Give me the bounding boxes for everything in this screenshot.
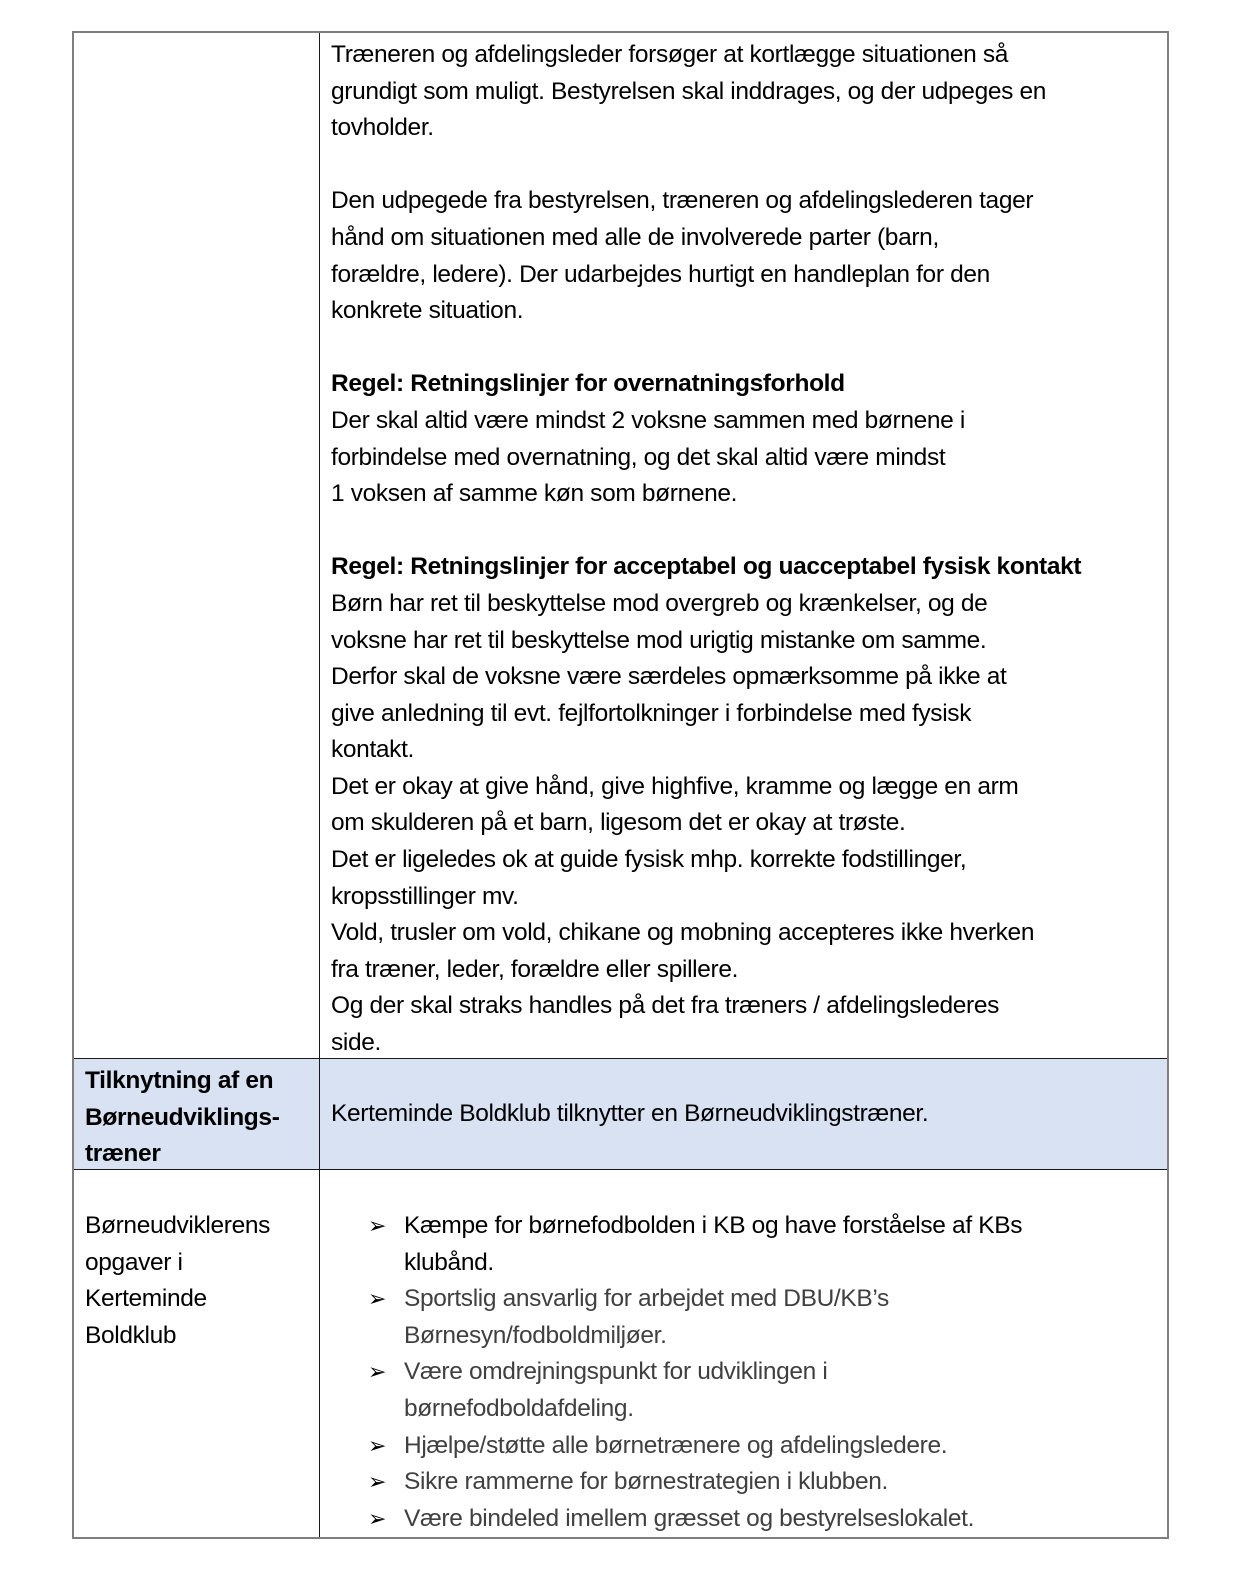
paragraph-line: forbindelse med overnatning, og det skal altid være mindst	[331, 443, 946, 471]
arrowhead-bullet-icon: ➢	[368, 1469, 387, 1495]
row-label-line: Boldklub	[85, 1321, 177, 1349]
paragraph-line: give anledning til evt. fejlfortolkninger i forbindelse med fysisk	[331, 699, 972, 727]
paragraph-line: Derfor skal de voksne være særdeles opmærksomme på ikke at	[331, 663, 1007, 691]
row-text: Kerteminde Boldklub tilknytter en Børneudviklingstræner.	[331, 1099, 929, 1127]
list-item-continuation	[368, 1391, 1157, 1428]
paragraph-line: tovholder.	[331, 114, 434, 142]
list-item-text: Børnesyn/fodboldmiljøer.	[404, 1321, 667, 1349]
list-item-text: Sportslig ansvarlig for arbejdet med DBU/KB’s	[404, 1285, 889, 1313]
row-label-line: Tilknytning af en	[85, 1067, 274, 1094]
row-label-empty	[74, 33, 320, 1058]
paragraph-line: Der skal altid være mindst 2 voksne sammen med børnene i	[331, 406, 965, 434]
paragraph-line: hånd om situationen med alle de involverede parter (barn,	[331, 223, 939, 251]
table-row-coach-attachment	[74, 1059, 1167, 1170]
list-item	[368, 1281, 1157, 1318]
list-item-continuation	[368, 1245, 1157, 1282]
policy-table	[72, 31, 1169, 1539]
arrowhead-bullet-icon: ➢	[368, 1286, 387, 1312]
paragraph-line: forældre, ledere). Der udarbejdes hurtigt en handleplan for den	[331, 260, 990, 288]
list-item-text: Være omdrejningspunkt for udviklingen i	[404, 1358, 828, 1386]
row-label-line: træner	[85, 1140, 161, 1168]
list-item	[368, 1354, 1157, 1391]
list-item-text: Sikre rammerne for børnestrategien i klubben.	[404, 1468, 889, 1496]
rule-heading-physical-contact: Regel: Retningslinjer for acceptabel og uacceptabel fysisk kontakt	[331, 553, 1082, 581]
arrowhead-bullet-icon: ➢	[368, 1359, 387, 1385]
row-label-line: Børneudviklings-	[85, 1103, 280, 1131]
paragraph-line: kropsstillinger mv.	[331, 882, 519, 910]
paragraph-line: Det er ligeledes ok at guide fysisk mhp. korrekte fodstillinger,	[331, 846, 967, 874]
list-item	[368, 1464, 1157, 1501]
list-item-text: Hjælpe/støtte alle børnetrænere og afdelingsledere.	[404, 1431, 948, 1459]
list-item	[368, 1501, 1157, 1538]
task-list	[368, 1208, 1157, 1537]
paragraph-line: Den udpegede fra bestyrelsen, træneren og afdelingslederen tager	[331, 187, 1034, 215]
arrowhead-bullet-icon: ➢	[368, 1432, 387, 1458]
paragraph-line: Træneren og afdelingsleder forsøger at kortlægge situationen så	[331, 41, 1009, 68]
paragraph-line: kontakt.	[331, 736, 414, 764]
paragraph-line: Og der skal straks handles på det fra træners / afdelingslederes	[331, 992, 1000, 1020]
list-item-text: børnefodboldafdeling.	[404, 1394, 634, 1422]
arrowhead-bullet-icon: ➢	[368, 1505, 387, 1531]
list-item	[368, 1428, 1157, 1465]
table-row-procedures	[74, 33, 1167, 1059]
paragraph-line: Børn har ret til beskyttelse mod overgreb og krænkelser, og de	[331, 589, 988, 617]
list-item-text: klubånd.	[404, 1248, 494, 1276]
row-label-line: opgaver i	[85, 1248, 183, 1276]
paragraph-line: fra træner, leder, forældre eller spillere.	[331, 955, 739, 983]
paragraph-line: konkrete situation.	[331, 297, 524, 325]
paragraph-line: Vold, trusler om vold, chikane og mobning accepteres ikke hverken	[331, 919, 1035, 947]
list-item-text: Kæmpe for børnefodbolden i KB og have forståelse af KBs	[404, 1212, 1023, 1239]
rule-heading-overnight: Regel: Retningslinjer for overnatningsforhold	[331, 370, 845, 398]
list-item-text: Være bindeled imellem græsset og bestyrelseslokalet.	[404, 1504, 975, 1532]
row-content	[320, 33, 1167, 1058]
row-content	[320, 1059, 1167, 1169]
paragraph-line: side.	[331, 1029, 382, 1057]
paragraph-line: Det er okay at give hånd, give highfive, kramme og lægge en arm	[331, 772, 1019, 800]
row-label	[74, 1059, 320, 1169]
paragraph-line: om skulderen på et barn, ligesom det er okay at trøste.	[331, 809, 906, 837]
paragraph-line: 1 voksen af samme køn som børnene.	[331, 480, 738, 508]
list-item-continuation	[368, 1318, 1157, 1355]
arrowhead-bullet-icon: ➢	[368, 1213, 387, 1238]
row-label-line: Kerteminde	[85, 1285, 207, 1313]
row-label-line: Børneudviklerens	[85, 1212, 271, 1239]
row-content	[320, 1170, 1167, 1537]
list-item	[368, 1208, 1157, 1245]
row-label	[74, 1170, 320, 1537]
table-row-developer-tasks	[74, 1170, 1167, 1537]
paragraph-line: voksne har ret til beskyttelse mod urigtig mistanke om samme.	[331, 626, 987, 654]
paragraph-line: grundigt som muligt. Bestyrelsen skal inddrages, og der udpeges en	[331, 77, 1047, 105]
